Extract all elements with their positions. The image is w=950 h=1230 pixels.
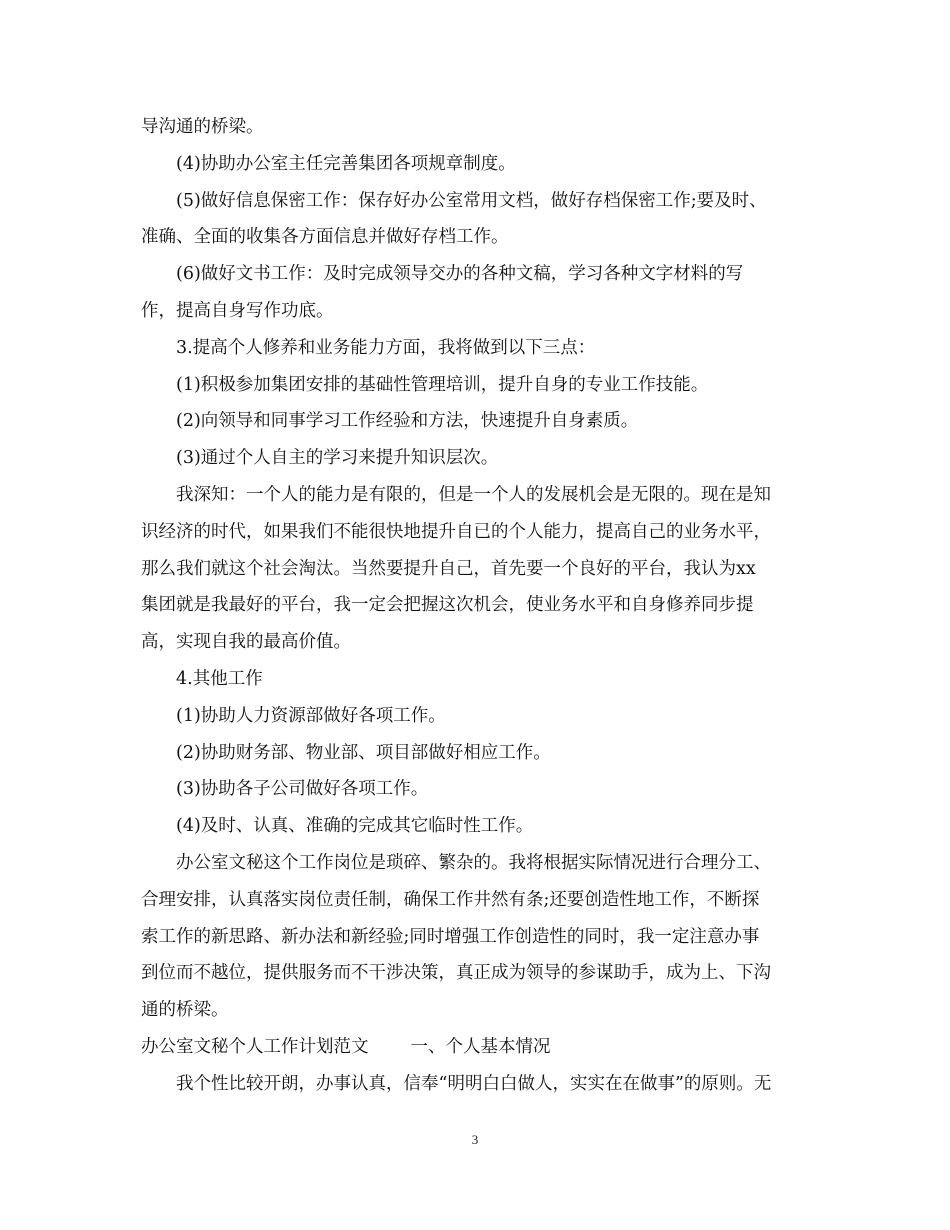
paragraph-line: 作，提高自身写作功底。 — [141, 300, 334, 321]
paragraph-line: 高，实现自我的最高价值。 — [141, 632, 351, 653]
paragraph-line: (4)协助办公室主任完善集团各项规章制度。 — [176, 153, 516, 174]
paragraph-line: 到位而不越位，提供服务而不干涉决策，真正成为领导的参谋助手，成为上、下沟 — [141, 963, 771, 984]
document-title: 办公室文秘个人工作计划范文 — [141, 1037, 369, 1057]
paragraph-line: 办公室文秘这个工作岗位是琐碎、繁杂的。我将根据实际情况进行合理分工、 — [176, 852, 771, 873]
section-title: 一、个人基本情况 — [410, 1037, 551, 1057]
paragraph-line: 我深知：一个人的能力是有限的，但是一个人的发展机会是无限的。现在是知 — [176, 484, 771, 505]
paragraph-line: (4)及时、认真、准确的完成其它临时性工作。 — [176, 816, 534, 837]
paragraph-line: 通的桥梁。 — [141, 1000, 229, 1021]
paragraph-line: 导沟通的桥梁。 — [141, 117, 264, 137]
section-heading — [141, 1029, 551, 1066]
body-text — [141, 109, 821, 1029]
paragraph-line: (1)积极参加集团安排的基础性管理培训，提升自身的专业工作技能。 — [176, 374, 709, 395]
paragraph-line: 索工作的新思路、新办法和新经验;同时增强工作创造性的同时，我一定注意办事 — [141, 926, 760, 947]
paragraph-line: (6)做好文书工作：及时完成领导交办的各种文稿，学习各种文字材料的写 — [176, 264, 744, 285]
paragraph-line: 那么我们就这个社会淘汰。当然要提升自己，首先要一个良好的平台，我认为xx — [141, 558, 756, 579]
paragraph-line: (2)向领导和同事学习工作经验和方法，快速提升自身素质。 — [176, 411, 639, 432]
paragraph-line: (2)协助财务部、物业部、项目部做好相应工作。 — [176, 742, 551, 763]
page-number: 3 — [471, 1132, 479, 1147]
paragraph-line: 识经济的时代，如果我们不能很快地提升自已的个人能力，提高自己的业务水平， — [141, 521, 771, 542]
paragraph-line: (3)通过个人自主的学习来提升知识层次。 — [176, 448, 499, 469]
paragraph-line: (3)协助各子公司做好各项工作。 — [176, 779, 429, 800]
paragraph-line: 我个性比较开朗，办事认真，信奉“明明白白做人，实实在在做事”的原则。无 — [176, 1074, 772, 1094]
paragraph-line: 准确、全面的收集各方面信息并做好存档工作。 — [141, 227, 509, 248]
paragraph-line: (1)协助人力资源部做好各项工作。 — [176, 705, 446, 726]
paragraph-line: (5)做好信息保密工作：保存好办公室常用文档，做好存档保密工作;要及时、 — [176, 190, 767, 211]
paragraph-line: 合理安排，认真落实岗位责任制，确保工作井然有条;还要创造性地工作，不断探 — [141, 889, 760, 910]
paragraph-line: 集团就是我最好的平台，我一定会把握这次机会，使业务水平和自身修养同步提 — [141, 595, 754, 616]
paragraph-line: 4.其他工作 — [176, 668, 263, 689]
paragraph-line: 3.提高个人修养和业务能力方面，我将做到以下三点： — [176, 337, 596, 358]
